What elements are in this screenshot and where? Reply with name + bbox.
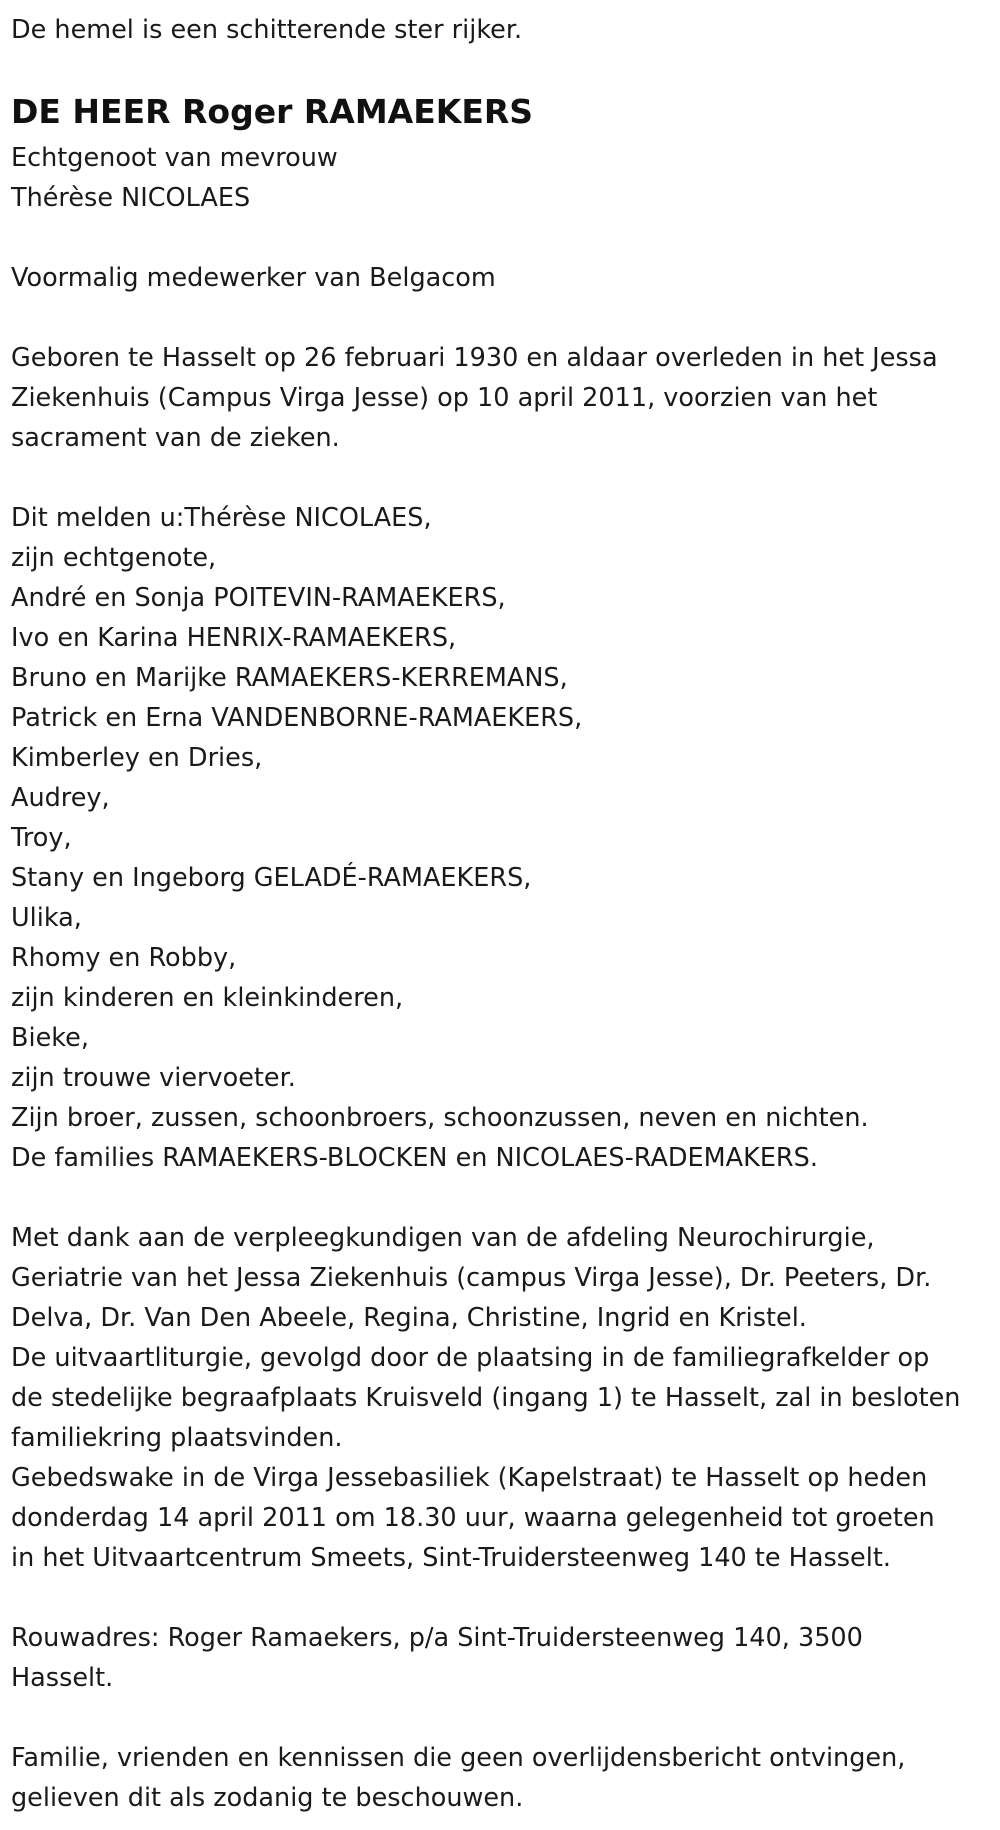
- paragraph-line: in het Uitvaartcentrum Smeets, Sint-Truidersteenweg 140 te Hasselt.: [11, 1543, 891, 1573]
- paragraph-line: Met dank aan de verpleegkundigen van de afdeling Neurochirurgie,: [11, 1223, 875, 1253]
- family-line: Audrey,: [11, 783, 110, 813]
- family-line: zijn trouwe viervoeter.: [11, 1063, 296, 1093]
- opening-line: De hemel is een schitterende ster rijker.: [11, 15, 523, 45]
- paragraph-line: Geriatrie van het Jessa Ziekenhuis (campus Virga Jesse), Dr. Peeters, Dr.: [11, 1263, 932, 1293]
- spacer: [11, 1698, 996, 1738]
- family-line: Kimberley en Dries,: [11, 743, 263, 773]
- address-line: Rouwadres: Roger Ramaekers, p/a Sint-Truidersteenweg 140, 3500: [11, 1623, 863, 1653]
- family-line: Patrick en Erna VANDENBORNE-RAMAEKERS,: [11, 703, 583, 733]
- family-line: Zijn broer, zussen, schoonbroers, schoonzussen, neven en nichten.: [11, 1103, 869, 1133]
- paragraph-line: Delva, Dr. Van Den Abeele, Regina, Christine, Ingrid en Kristel.: [11, 1303, 807, 1333]
- family-line: zijn echtgenote,: [11, 543, 217, 573]
- family-line: Stany en Ingeborg GELADÉ-RAMAEKERS,: [11, 863, 532, 893]
- family-line: André en Sonja POITEVIN-RAMAEKERS,: [11, 583, 506, 613]
- family-line: Rhomy en Robby,: [11, 943, 237, 973]
- spacer: [11, 458, 996, 498]
- family-list: [11, 498, 996, 1178]
- closing-paragraph: [11, 1738, 996, 1818]
- spouse-line: Echtgenoot van mevrouw: [11, 143, 338, 173]
- deceased-name-title: DE HEER Roger RAMAEKERS: [11, 92, 534, 131]
- paragraph-line: De uitvaartliturgie, gevolgd door de plaatsing in de familiegrafkelder op: [11, 1343, 930, 1373]
- spacer: [11, 298, 996, 338]
- spouse-name-line: Thérèse NICOLAES: [11, 183, 251, 213]
- family-line: Dit melden u:Thérèse NICOLAES,: [11, 503, 432, 533]
- paragraph-line: Ziekenhuis (Campus Virga Jesse) op 10 april 2011, voorzien van het: [11, 383, 878, 413]
- family-line: Ivo en Karina HENRIX-RAMAEKERS,: [11, 623, 457, 653]
- paragraph-line: Geboren te Hasselt op 26 februari 1930 en aldaar overleden in het Jessa: [11, 343, 938, 373]
- paragraph-line: familiekring plaatsvinden.: [11, 1423, 343, 1453]
- spacer: [11, 1178, 996, 1218]
- thanks-and-ceremony-paragraph: [11, 1218, 996, 1578]
- family-line: De families RAMAEKERS-BLOCKEN en NICOLAES-RADEMAKERS.: [11, 1143, 818, 1173]
- family-line: Troy,: [11, 823, 72, 853]
- paragraph-line: sacrament van de zieken.: [11, 423, 340, 453]
- birth-death-paragraph: [11, 338, 996, 458]
- paragraph-line: Gebedswake in de Virga Jessebasiliek (Kapelstraat) te Hasselt op heden: [11, 1463, 928, 1493]
- closing-line: Familie, vrienden en kennissen die geen overlijdensbericht ontvingen,: [11, 1743, 906, 1773]
- spouse-block: [11, 138, 996, 218]
- spacer: [11, 1578, 996, 1618]
- family-line: Ulika,: [11, 903, 82, 933]
- spacer: [11, 218, 996, 258]
- family-line: Bieke,: [11, 1023, 89, 1053]
- paragraph-line: donderdag 14 april 2011 om 18.30 uur, waarna gelegenheid tot groeten: [11, 1503, 935, 1533]
- obituary-notice: [11, 10, 996, 1818]
- occupation-line: Voormalig medewerker van Belgacom: [11, 263, 496, 293]
- address-line: Hasselt.: [11, 1663, 114, 1693]
- family-line: Bruno en Marijke RAMAEKERS-KERREMANS,: [11, 663, 568, 693]
- closing-line: gelieven dit als zodanig te beschouwen.: [11, 1783, 524, 1813]
- family-line: zijn kinderen en kleinkinderen,: [11, 983, 404, 1013]
- mourning-address: [11, 1618, 996, 1698]
- paragraph-line: de stedelijke begraafplaats Kruisveld (ingang 1) te Hasselt, zal in besloten: [11, 1383, 961, 1413]
